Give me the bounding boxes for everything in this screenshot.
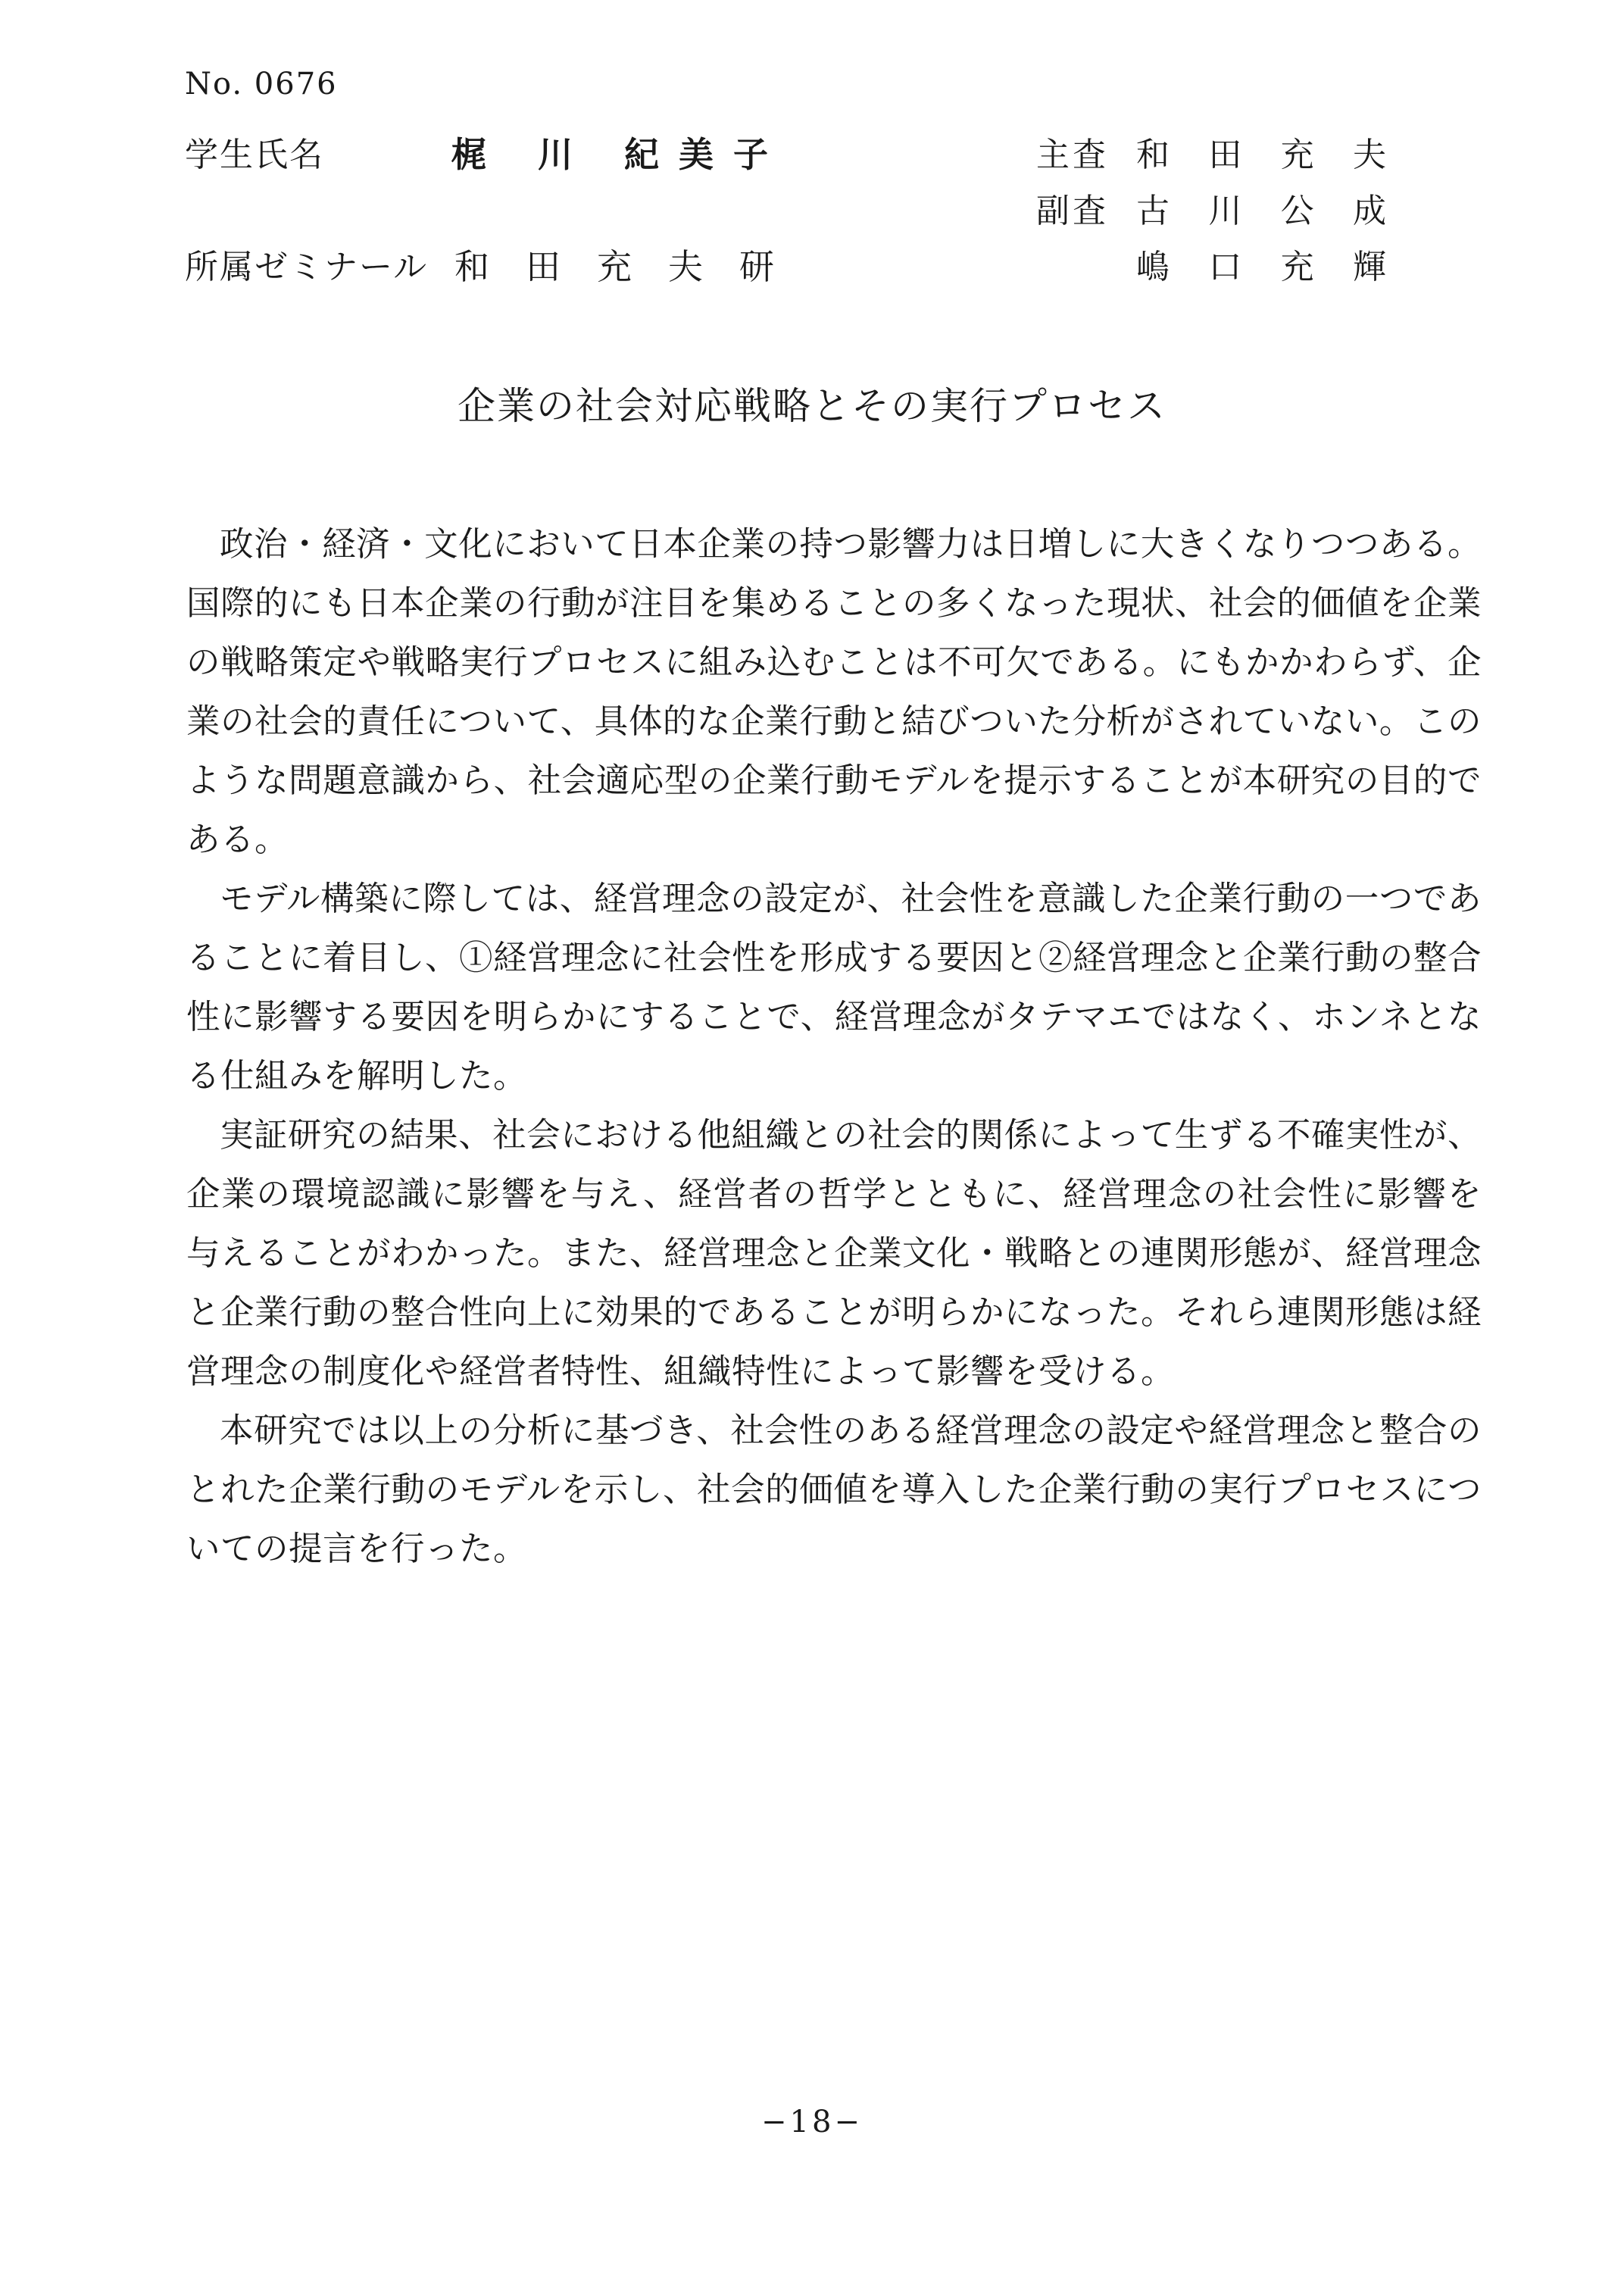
- name-char: 和: [1136, 136, 1170, 174]
- chief-examiner-name: [1136, 127, 1386, 176]
- student-name: 梶 川 紀美子: [451, 134, 789, 175]
- name-char: 輝: [1352, 248, 1386, 286]
- name-char: 口: [1208, 248, 1242, 286]
- name-char: 充: [1280, 248, 1314, 286]
- name-char: 古: [1136, 192, 1170, 230]
- abstract-paragraph: モデル構築に際しては、経営理念の設定が、社会性を意識した企業行動の一つであることに着目し、①経営理念に社会性を形成する要因と②経営理念と企業行動の整合性に影響する要因を明らかにすることで、経営理念がタテマエではなく、ホンネとなる仕組みを解明した。: [186, 880, 1482, 1095]
- student-name-label: 学生氏名: [185, 136, 324, 174]
- thesis-title: 企業の社会対応戦略とその実行プロセス: [458, 384, 1166, 428]
- sub-examiner-name-2: [1136, 239, 1386, 288]
- name-char: 嶋: [1136, 248, 1170, 286]
- name-char: 充: [1280, 136, 1314, 174]
- name-char: 成: [1352, 192, 1386, 230]
- name-char: 夫: [1352, 136, 1386, 174]
- page-number: −18−: [761, 2105, 863, 2139]
- abstract-paragraph: 実証研究の結果、社会における他組織との社会的関係によって生ずる不確実性が、企業の環境認識に影響を与え、経営者の哲学とともに、経営理念の社会性に影響を与えることがわかった。また、経営理念と企業文化・戦略との連関形態が、経営理念と企業行動の整合性向上に効果的であることが明らかになった。それら連関形態は経営理念の制度化や経営者特性、組織特性によって影響を受ける。: [186, 1116, 1482, 1391]
- sub-examiner-label: 副査: [1036, 192, 1109, 230]
- abstract-paragraph: 政治・経済・文化において日本企業の持つ影響力は日増しに大きくなりつつある。国際的にも日本企業の行動が注目を集めることの多くなった現状、社会的価値を企業の戦略策定や戦略実行プロセスに組み込むことは不可欠である。にもかかわらず、企業の社会的責任について、具体的な企業行動と結びついた分析がされていない。このような問題意識から、社会適応型の企業行動モデルを提示することが本研究の目的である。: [186, 525, 1482, 859]
- abstract-paragraph: 本研究では以上の分析に基づき、社会性のある経営理念の設定や経営理念と整合のとれた企業行動のモデルを示し、社会的価値を導入した企業行動の実行プロセスについての提言を行った。: [186, 1411, 1482, 1568]
- name-char: 公: [1280, 192, 1314, 230]
- document-number: No. 0676: [185, 67, 338, 102]
- name-char: 川: [1208, 192, 1242, 230]
- name-char: 田: [1208, 136, 1242, 174]
- abstract-body: [186, 515, 1482, 1579]
- seminar-label: 所属ゼミナール: [185, 248, 429, 286]
- sub-examiner-name-1: [1136, 183, 1386, 232]
- chief-examiner-label: 主査: [1036, 136, 1109, 174]
- seminar-name: 和田充夫研: [454, 246, 810, 287]
